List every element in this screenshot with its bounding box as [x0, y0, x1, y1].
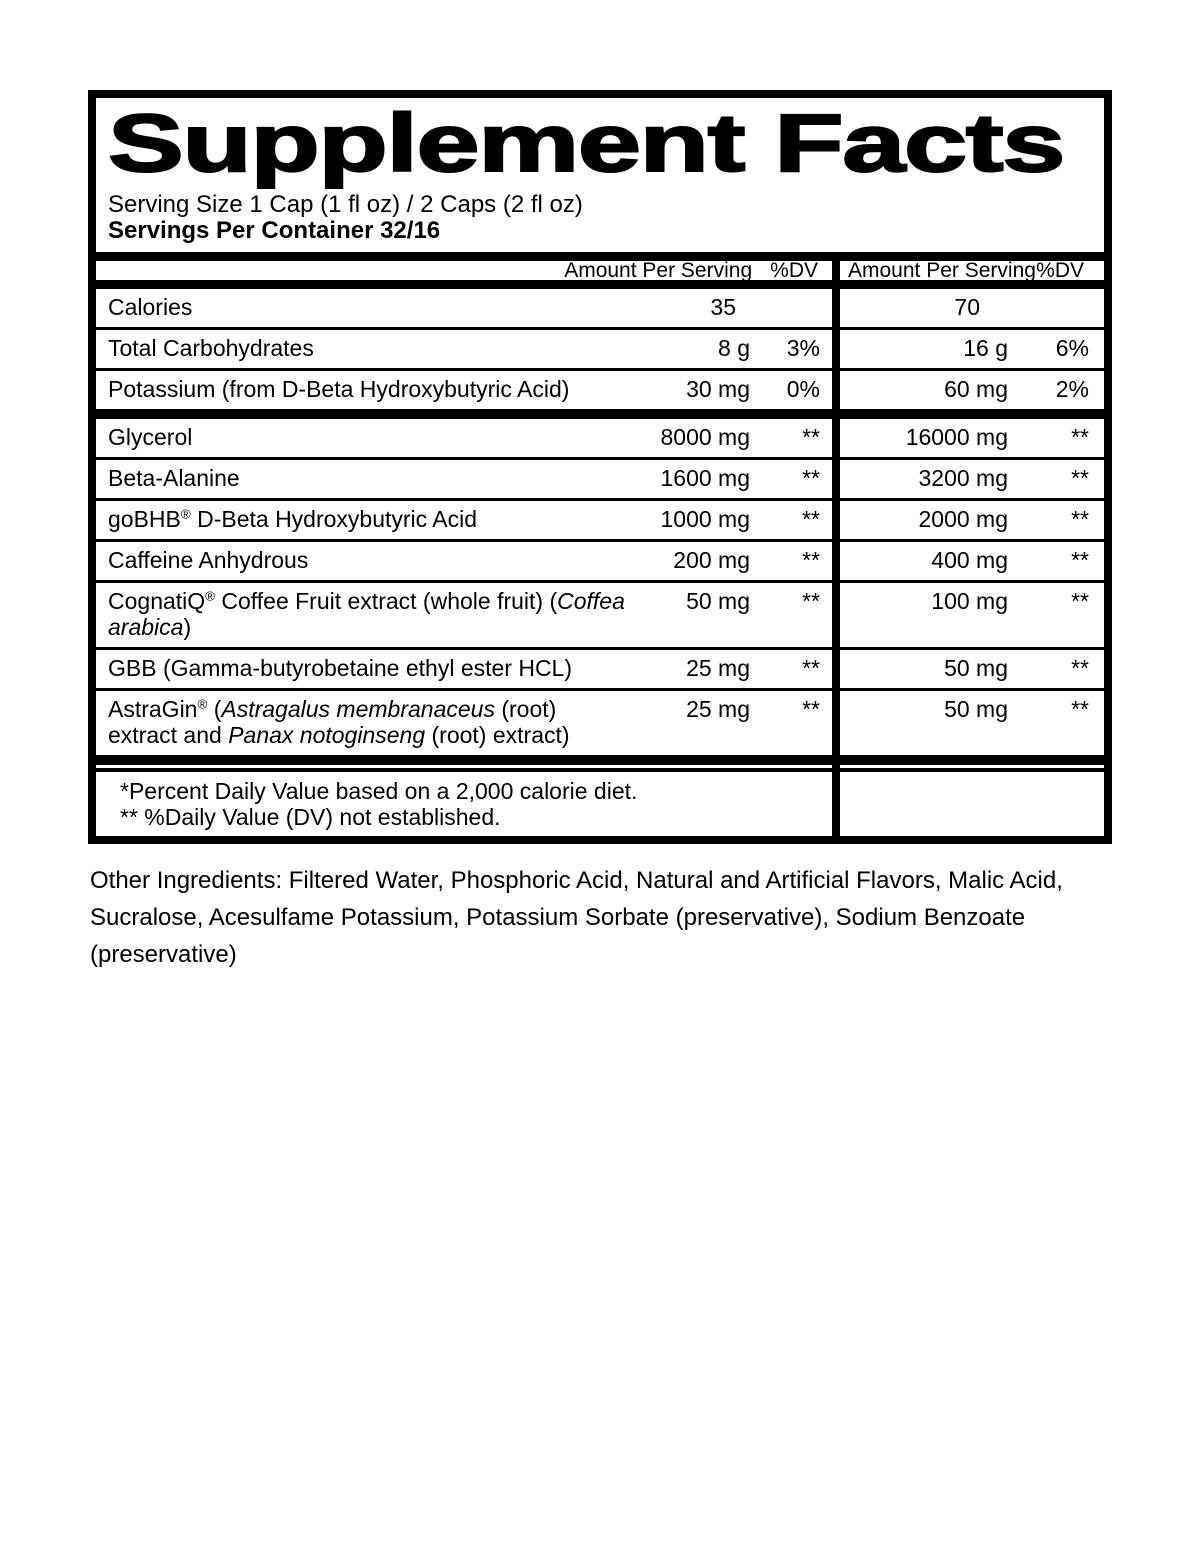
percent-dv-2cap: 6% — [1055, 335, 1089, 361]
percent-dv-1cap: ** — [802, 506, 820, 532]
amount-2cap: 100 mg — [931, 588, 1008, 614]
other-ingredients: Other Ingredients: Filtered Water, Phosphoric Acid, Natural and Artificial Flavors, Malic Acid, Sucralose, Acesulfame Potassium, Potassium Sorbate (preservative), Sodium Benzoate (preservative) — [90, 867, 1063, 968]
amount-1cap: 25 mg — [686, 696, 750, 722]
amount-per-serving-header-1: Amount Per Serving — [564, 258, 753, 282]
table-row-gobhb — [96, 498, 1104, 539]
amount-1cap: 35 — [710, 294, 736, 320]
amount-2cap: 60 mg — [944, 376, 1008, 402]
servings-per-container-text: Servings Per Container 32/16 — [108, 217, 441, 244]
percent-dv-1cap: ** — [802, 424, 820, 450]
percent-dv-1cap: ** — [802, 547, 820, 573]
nutrient-name: Potassium (from D-Beta Hydroxybutyric Acid) — [108, 376, 570, 402]
percent-dv-1cap: 0% — [786, 376, 820, 402]
amount-1cap: 1600 mg — [660, 465, 750, 491]
amount-1cap: 30 mg — [686, 376, 750, 402]
percent-dv-2cap: ** — [1071, 424, 1089, 450]
table-row-astragin — [96, 688, 1104, 755]
percent-dv-2cap: ** — [1071, 506, 1089, 532]
amount-1cap: 8000 mg — [660, 424, 750, 450]
amount-2cap: 16000 mg — [905, 424, 1008, 450]
supplement-facts-panel — [88, 90, 1112, 844]
table-row-beta-alanine — [96, 457, 1104, 498]
ingredient-name: CognatiQ® Coffee Fruit extract (whole fruit) (Coffea arabica) — [108, 588, 625, 640]
ingredient-name: Beta-Alanine — [108, 465, 240, 491]
percent-dv-2cap: 2% — [1055, 376, 1089, 402]
amount-2cap: 16 g — [963, 335, 1008, 361]
amount-per-serving-header-2: Amount Per Serving — [848, 258, 1036, 282]
section-divider — [96, 755, 1104, 765]
amount-2cap: 3200 mg — [918, 465, 1008, 491]
amount-1cap: 50 mg — [686, 588, 750, 614]
percent-dv-2cap — [1012, 289, 1104, 294]
ingredient-name: GBB (Gamma-butyrobetaine ethyl ester HCL) — [108, 655, 573, 681]
amount-2cap: 70 — [954, 294, 980, 320]
column-group-divider — [832, 261, 840, 836]
amount-1cap: 8 g — [718, 335, 750, 361]
table-row-caffeine — [96, 539, 1104, 580]
serving-size-text: Serving Size 1 Cap (1 fl oz) / 2 Caps (2 fl oz) — [108, 191, 583, 218]
table-row-gbb — [96, 647, 1104, 688]
percent-dv-1cap: 3% — [786, 335, 820, 361]
serving-info — [108, 192, 1104, 244]
amount-2cap: 50 mg — [944, 655, 1008, 681]
table-row-potassium — [96, 368, 1104, 409]
percent-dv-2cap: ** — [1071, 696, 1089, 722]
ingredient-name: AstraGin® (Astragalus membranaceus (root) extract and Panax notoginseng (root) extract) — [108, 696, 570, 748]
table-row-glycerol — [96, 419, 1104, 457]
header-group-2cap — [832, 259, 1104, 283]
footnote-percent-dv: *Percent Daily Value based on a 2,000 calorie diet. — [120, 778, 638, 804]
nutrient-name: Calories — [108, 294, 193, 320]
percent-dv-2cap: ** — [1071, 465, 1089, 491]
footnote-row — [96, 768, 1104, 836]
percent-dv-1cap: ** — [802, 465, 820, 491]
facts-table — [96, 252, 1104, 836]
percent-dv-1cap: ** — [802, 655, 820, 681]
footnote-dv-not-established: ** %Daily Value (DV) not established. — [120, 804, 501, 830]
panel-title: Supplement Facts — [108, 98, 1064, 189]
section-divider — [96, 409, 1104, 419]
percent-dv-1cap — [752, 289, 832, 294]
table-row-cognatiq — [96, 580, 1104, 647]
amount-2cap: 400 mg — [931, 547, 1008, 573]
amount-1cap: 200 mg — [673, 547, 750, 573]
percent-dv-2cap: ** — [1071, 547, 1089, 573]
percent-dv-1cap: ** — [802, 696, 820, 722]
table-row-calories — [96, 289, 1104, 327]
percent-dv-header-1: %DV — [770, 258, 818, 282]
table-row-total-carbohydrates — [96, 327, 1104, 368]
amount-1cap: 25 mg — [686, 655, 750, 681]
amount-2cap: 50 mg — [944, 696, 1008, 722]
percent-dv-2cap: ** — [1071, 655, 1089, 681]
amount-1cap: 1000 mg — [660, 506, 750, 532]
percent-dv-1cap: ** — [802, 588, 820, 614]
header-group-1cap — [96, 259, 832, 283]
ingredient-name: Caffeine Anhydrous — [108, 547, 309, 573]
percent-dv-2cap: ** — [1071, 588, 1089, 614]
table-header-row — [96, 258, 1104, 289]
amount-2cap: 2000 mg — [918, 506, 1008, 532]
percent-dv-header-2: %DV — [1036, 258, 1084, 282]
nutrient-name: Total Carbohydrates — [108, 335, 314, 361]
ingredient-name: Glycerol — [108, 424, 193, 450]
ingredient-name: goBHB® D-Beta Hydroxybutyric Acid — [108, 506, 478, 532]
